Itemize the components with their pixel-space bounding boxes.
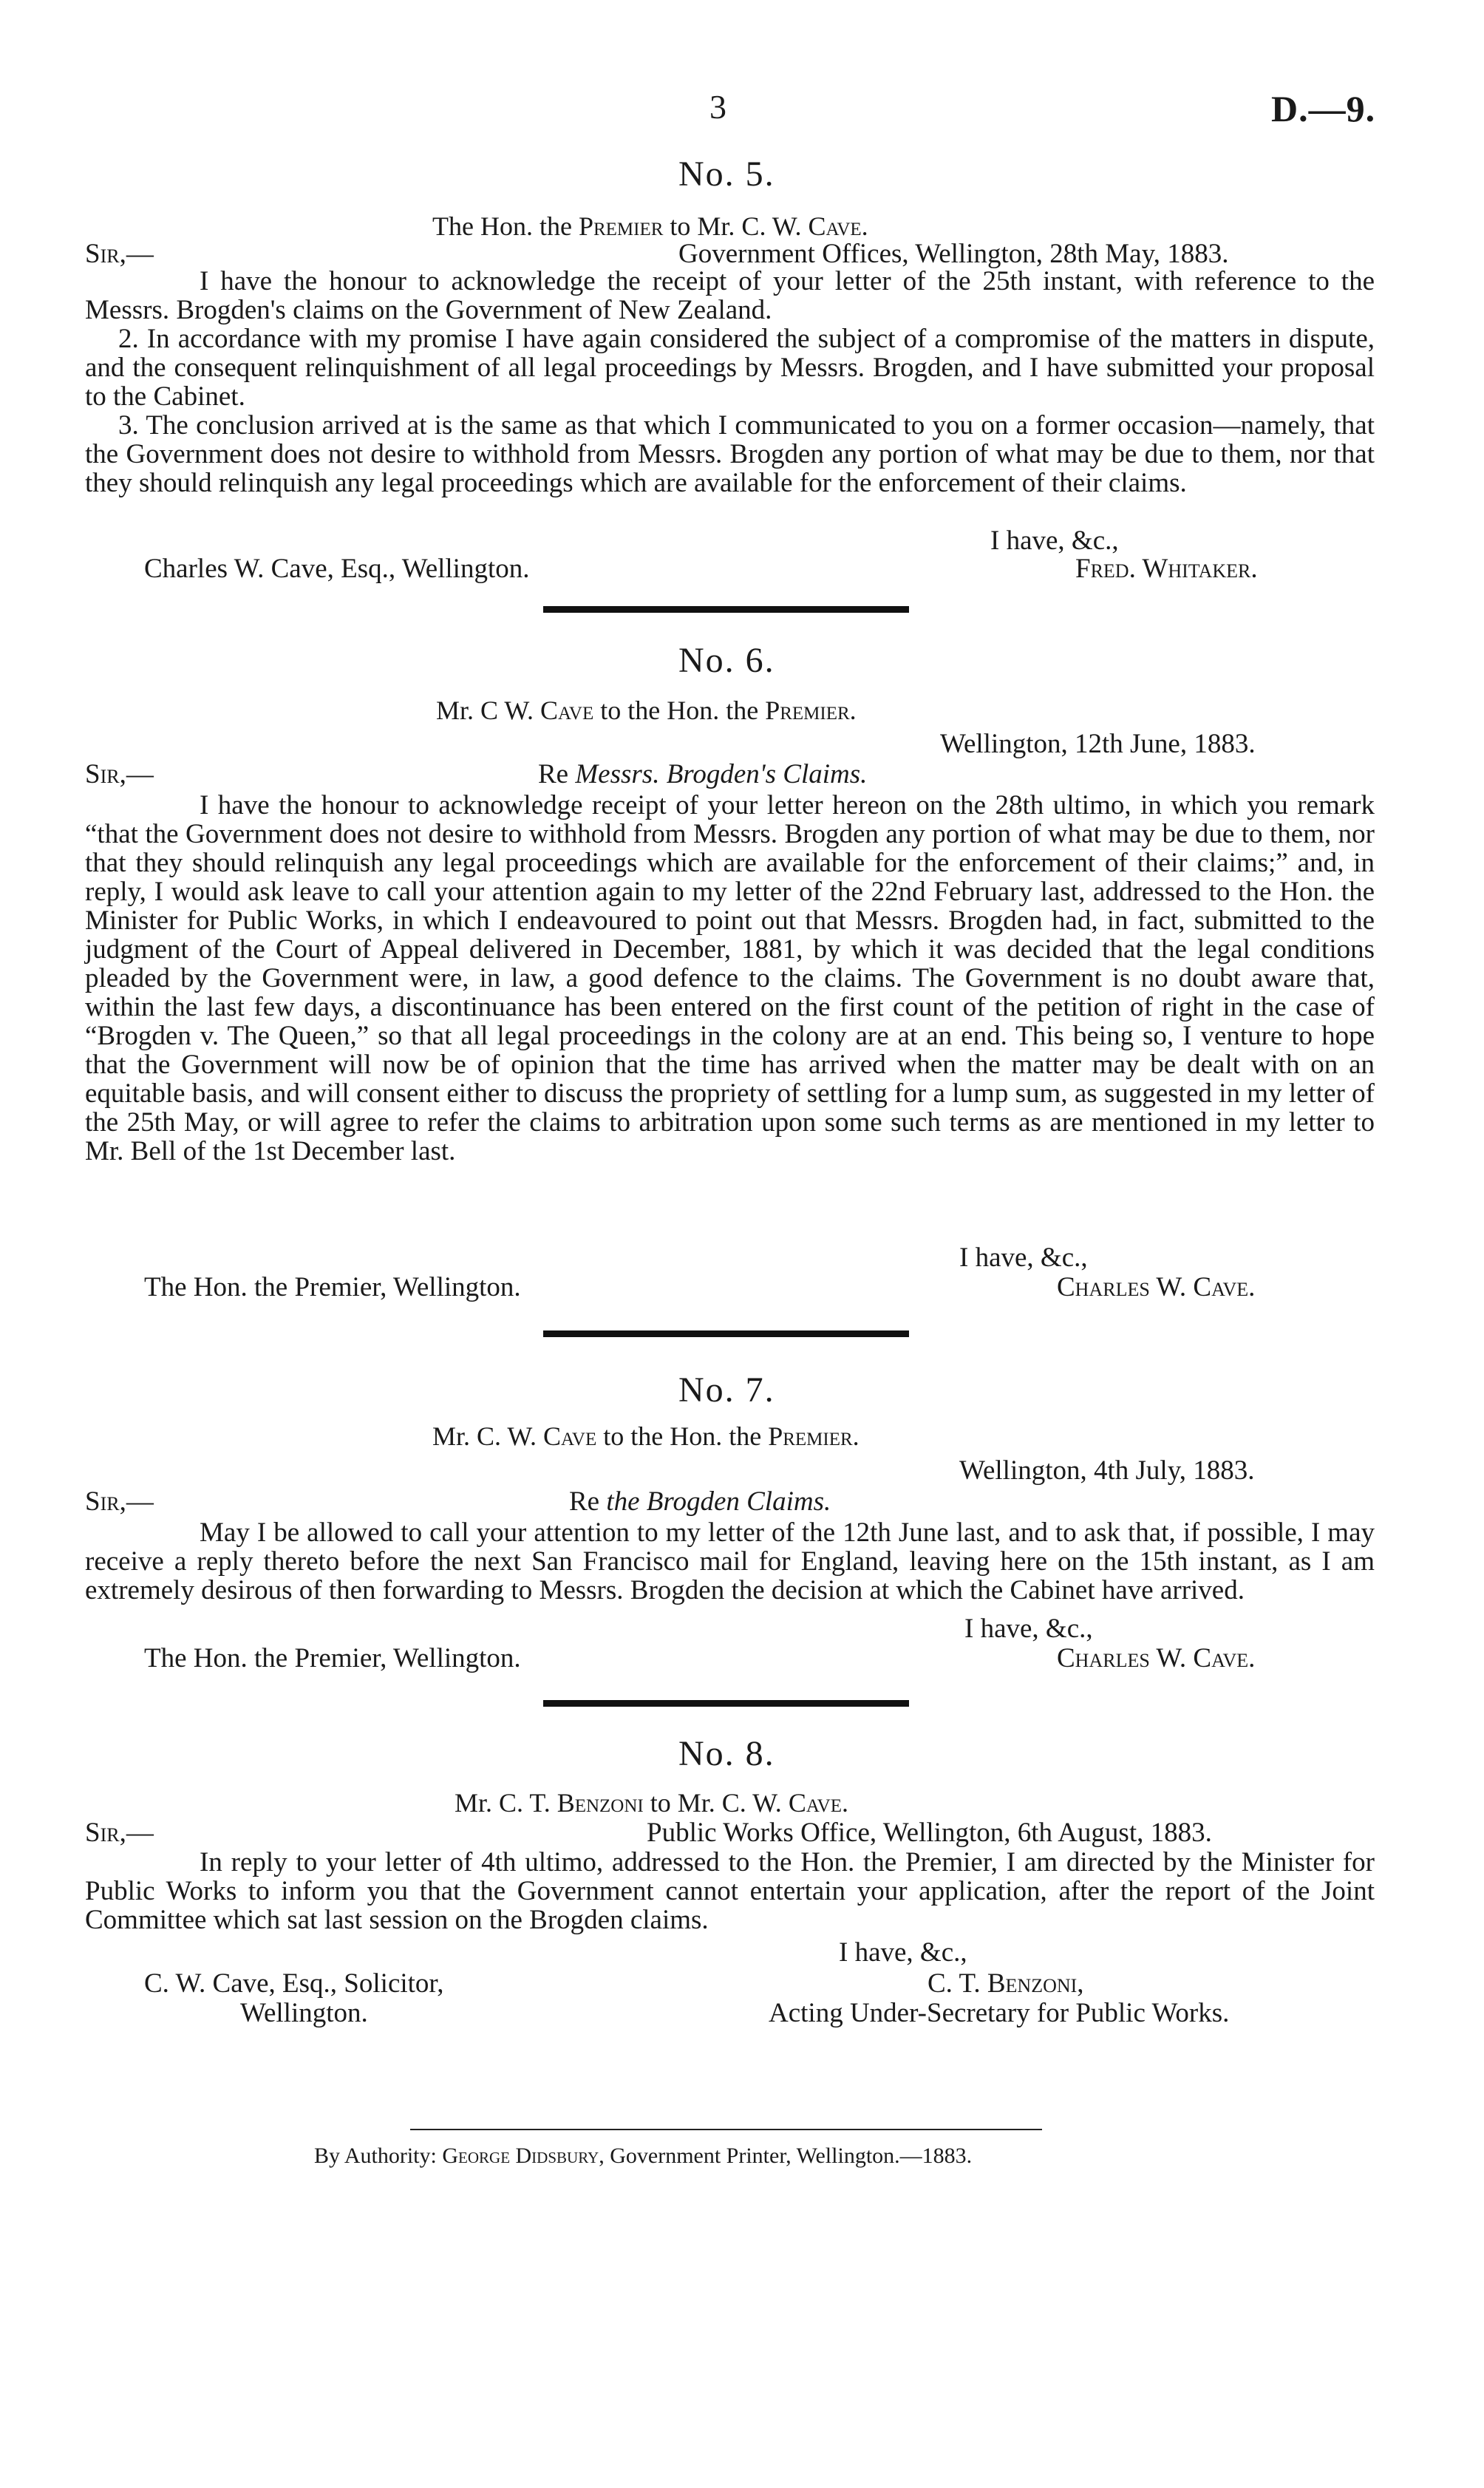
letter-8-paragraph-1: In reply to your letter of 4th ultimo, addressed to the Hon. the Premier, I am directed by the Minister for Public Works to inform you that the Government cannot entertain your application, after the report of the Joint Committee which sat last session on the Brogden claims. xyxy=(85,1847,1375,1935)
footer-rule xyxy=(410,2129,1042,2130)
letter-7-signature: Charles W. Cave. xyxy=(1057,1643,1256,1673)
letter-8-salutation: Sir,— xyxy=(85,1818,154,1848)
letter-8-closing: I have, &c., xyxy=(839,1937,967,1968)
letter-7-paragraph-1: May I be allowed to call your attention to my letter of the 12th June last, and to ask that, if possible, I may receive a reply thereto before the next San Francisco mail for England, leaving here on the 15th instant, as I am extremely desirous of then forwarding to Messrs. Brogden the decision at which the Cabinet have arrived. xyxy=(85,1517,1375,1605)
letter-7-addressee: The Hon. the Premier, Wellington. xyxy=(144,1643,521,1673)
letter-5-signature: Fred. Whitaker. xyxy=(1075,554,1258,584)
letter-5-number: No. 5. xyxy=(678,154,775,194)
letter-5-heading: The Hon. the Premier to Mr. C. W. Cave. xyxy=(432,211,868,241)
letter-7-heading: Mr. C. W. Cave to the Hon. the Premier. xyxy=(432,1421,860,1451)
letter-5-paragraph-1: I have the honour to acknowledge the receipt of your letter of the 25th instant, with reference to the Messrs. Brogden's claims on the Government of New Zealand. xyxy=(85,266,1375,325)
letter-8-signature-title: Acting Under-Secretary for Public Works. xyxy=(769,1998,1230,2028)
letter-7-subject: Re the Brogden Claims. xyxy=(569,1486,831,1517)
letter-5-addressee: Charles W. Cave, Esq., Wellington. xyxy=(144,554,530,584)
letter-5-closing: I have, &c., xyxy=(990,526,1119,556)
section-divider xyxy=(543,1700,909,1707)
letter-7-body xyxy=(85,1518,1375,1605)
letter-5-salutation: Sir,— xyxy=(85,239,154,269)
letter-6-number: No. 6. xyxy=(678,641,775,680)
letter-8-place-date: Public Works Office, Wellington, 6th August, 1883. xyxy=(647,1818,1212,1848)
letter-6-salutation: Sir,— xyxy=(85,759,154,789)
letter-5-body xyxy=(85,267,1375,497)
letter-7-salutation: Sir,— xyxy=(85,1486,154,1517)
letter-7-number: No. 7. xyxy=(678,1370,775,1410)
letter-5-paragraph-2: 2. In accordance with my promise I have again considered the subject of a compromise of the matters in dispute, and the consequent relinquishment of all legal proceedings by Messrs. Brogden, and I have submitted your proposal to the Cabinet. xyxy=(85,324,1375,412)
letter-6-addressee: The Hon. the Premier, Wellington. xyxy=(144,1272,521,1302)
letter-5-paragraph-3: 3. The conclusion arrived at is the same as that which I communicated to you on a former occasion—namely, that the Government does not desire to withhold from Messrs. Brogden any portion of what may be due to them, nor that they should relinquish any legal proceedings which are available for the enforcement of their claims. xyxy=(85,410,1375,498)
letter-8-addressee-line-1: C. W. Cave, Esq., Solicitor, xyxy=(144,1968,444,1999)
letter-6-signature: Charles W. Cave. xyxy=(1057,1272,1256,1302)
letter-6-paragraph-1: I have the honour to acknowledge receipt of your letter hereon on the 28th ultimo, in which you remark “that the Government does not desire to withhold from Messrs. Brogden any portion of what may be due to them, nor that they should relinquish any legal proceedings which are available for the enforcement of their claims;” and, in reply, I would ask leave to call your attention again to my letter of the 22nd February last, addressed to the Hon. the Minister for Public Works, in which I endeavoured to point out that Messrs. Brogden had, in fact, submitted to the judgment of the Court of Appeal delivered in December, 1881, by which it was decided that the legal conditions pleaded by the Government were, in law, a good defence to the claims. The Government is no doubt aware that, within the last few days, a discontinuance has been entered on the first count of the petition of right in the case of “Brogden v. The Queen,” so that all legal proceedings in the colony are at an end. This being so, I venture to hope that the Government will now be of opinion that the time has arrived when the matter may be dealt with on an equitable basis, and will consent either to discuss the propriety of settling for a lump sum, as suggested in my letter of the 25th May, or will agree to refer the claims to arbitration upon some such terms as are mentioned in my letter to Mr. Bell of the 1st December last. xyxy=(85,790,1375,1166)
letter-6-subject: Re Messrs. Brogden's Claims. xyxy=(538,759,868,789)
letter-8-signature: C. T. Benzoni, xyxy=(928,1968,1084,1999)
letter-6-closing: I have, &c., xyxy=(959,1243,1088,1273)
letter-8-body xyxy=(85,1848,1375,1934)
section-divider xyxy=(543,1330,909,1337)
document-reference: D.—9. xyxy=(1271,88,1376,129)
letter-8-number: No. 8. xyxy=(678,1734,775,1773)
letter-8-addressee-line-2: Wellington. xyxy=(240,1998,368,2028)
printer-imprint: By Authority: George Didsbury, Government Printer, Wellington.—1883. xyxy=(314,2144,973,2168)
letter-8-heading: Mr. C. T. Benzoni to Mr. C. W. Cave. xyxy=(455,1788,848,1818)
letter-7-closing: I have, &c., xyxy=(964,1614,1093,1644)
letter-5-place-date: Government Offices, Wellington, 28th May, 1883. xyxy=(678,239,1229,269)
page-number: 3 xyxy=(709,88,726,126)
letter-7-place-date: Wellington, 4th July, 1883. xyxy=(959,1455,1255,1486)
letter-6-heading: Mr. C W. Cave to the Hon. the Premier. xyxy=(436,696,857,725)
letter-6-body xyxy=(85,791,1375,1166)
letter-6-place-date: Wellington, 12th June, 1883. xyxy=(940,729,1256,759)
section-divider xyxy=(543,606,909,613)
